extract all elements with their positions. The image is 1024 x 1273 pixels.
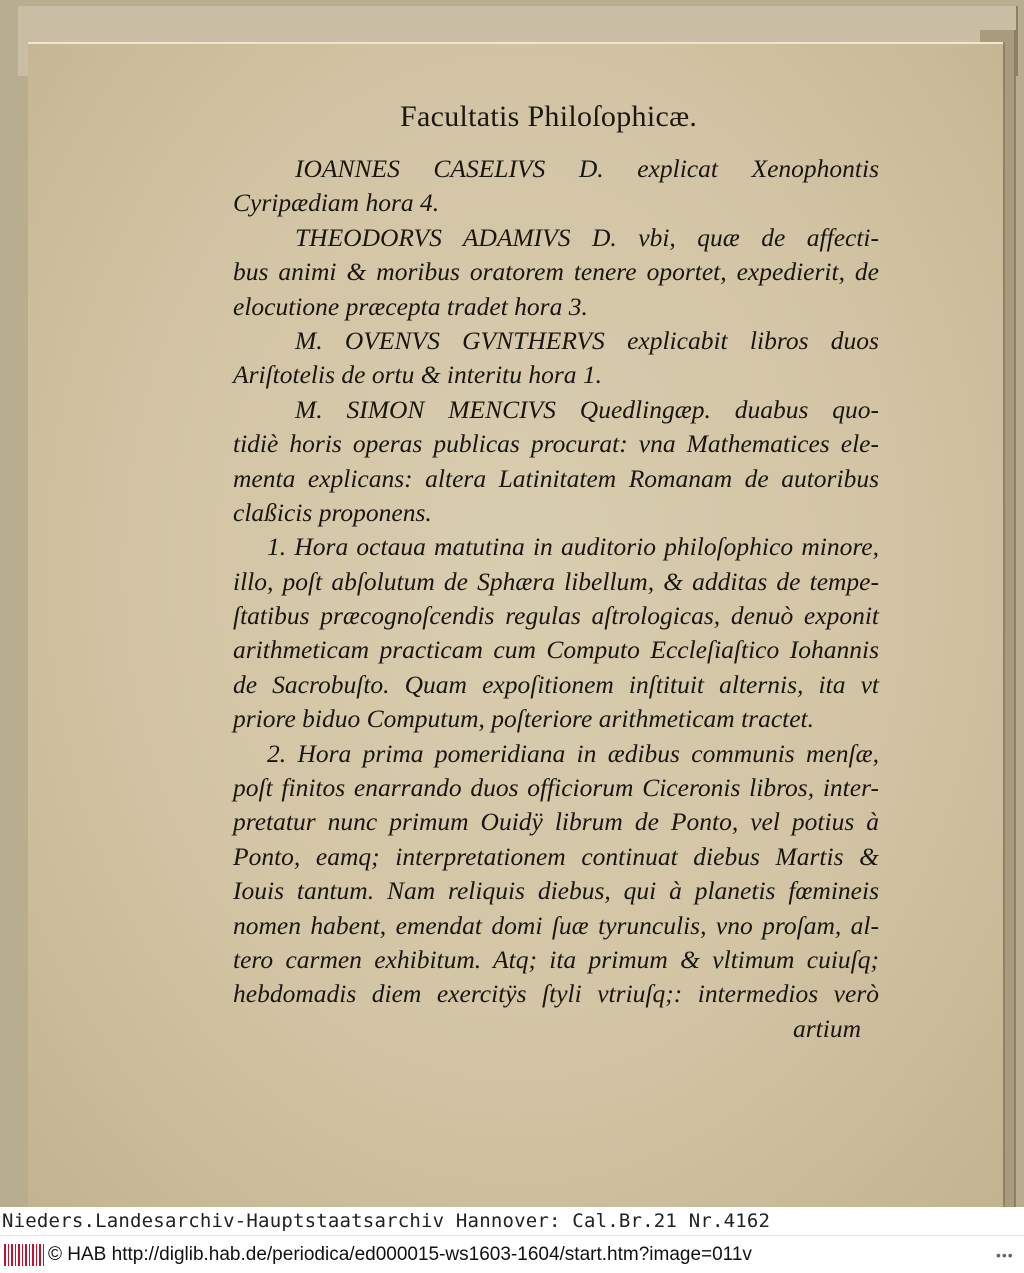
more-icon[interactable]: ••• <box>996 1247 1014 1263</box>
text-line: arithmeticam practicam cum Computo Eccleſiaſtico Iohannis <box>233 635 879 665</box>
text-line: Ponto, eamq; interpretationem continuat diebus Martis & <box>233 841 879 871</box>
text-line: poſt finitos enarrando duos officiorum Ciceronis libros, inter- <box>233 773 879 803</box>
text-line: tidiè horis operas publicas procurat: vna Mathematices ele- <box>233 429 879 459</box>
page-heading: Facultatis Philoſophicæ. <box>400 100 698 133</box>
text-line: hebdomadis diem exercitÿs ſtyli vtriuſq;: intermedios verò <box>233 979 879 1009</box>
text-line: M. SIMON MENCIVS Quedlingæp. duabus quo- <box>295 394 879 424</box>
footer-link-bar <box>0 1235 1024 1273</box>
text-line: pretatur nunc primum Ouidÿ librum de Ponto, vel potius à <box>233 807 879 837</box>
text-line: nomen habent, emendat domi ſuæ tyrunculis, vno proſam, al- <box>233 910 879 940</box>
text-line: M. OVENVS GVNTHERVS explicabit libros duos <box>295 325 879 355</box>
text-line: THEODORVS ADAMIVS D. vbi, quæ de affecti- <box>295 222 879 252</box>
text-line: Iouis tantum. Nam reliquis diebus, qui à planetis fœmineis <box>233 876 879 906</box>
barcode-icon <box>4 1244 46 1266</box>
text-line: Ariſtotelis de ortu & interitu hora 1. <box>233 360 603 390</box>
body-text <box>233 152 879 1046</box>
text-line: claßicis proponens. <box>233 497 432 527</box>
text-line: menta explicans: altera Latinitatem Romanam de autoribus <box>233 463 879 493</box>
source-caption: Nieders.Landesarchiv-Hauptstaatsarchiv Hannover: Cal.Br.21 Nr.4162 <box>0 1207 1024 1235</box>
text-line: IOANNES CASELIVS D. explicat Xenophontis <box>295 154 879 183</box>
text-line: priore biduo Computum, poſteriore arithmeticam tractet. <box>233 704 815 734</box>
text-line: ſtatibus præcognoſcendis regulas aſtrologicas, denuò exponit <box>233 601 879 631</box>
text-line: tero carmen exhibitum. Atq; ita primum & vltimum cuiuſq; <box>233 944 879 974</box>
text-line: de Sacrobuſto. Quam expoſitionem inſtituit alternis, ita vt <box>233 669 879 699</box>
text-line: illo, poſt abſolutum de Sphæra libellum, & additas de tempe- <box>233 566 879 596</box>
permalink[interactable]: © HAB http://diglib.hab.de/periodica/ed000015-ws1603-1604/start.htm?image=011v <box>48 1244 752 1265</box>
catchword: artium <box>792 1013 861 1043</box>
text-line: elocutione præcepta tradet hora 3. <box>233 291 588 321</box>
text-line: 2. Hora prima pomeridiana in ædibus communis menſæ, <box>267 738 879 768</box>
text-line: Cyripædiam hora 4. <box>233 188 440 218</box>
text-line: 1. Hora octaua matutina in auditorio philoſophico minore, <box>267 532 879 562</box>
text-line: bus animi & moribus oratorem tenere oportet, expedierit, de <box>233 257 879 287</box>
